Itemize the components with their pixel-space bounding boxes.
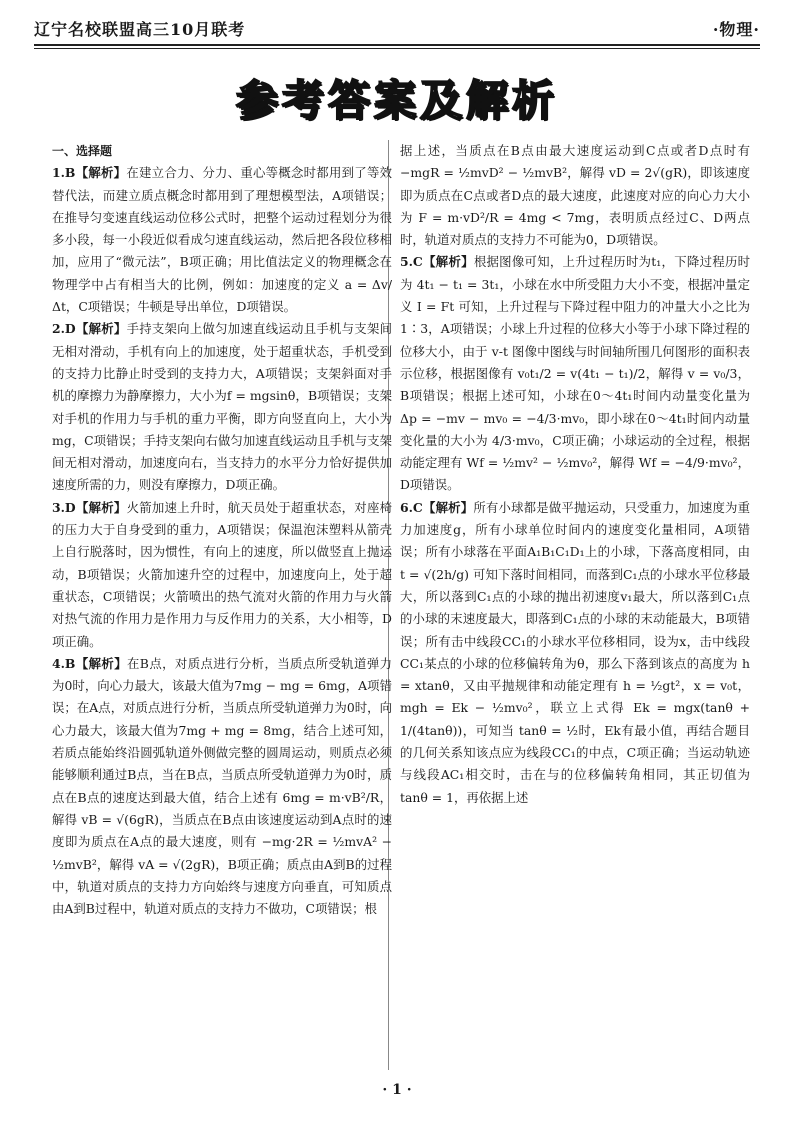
running-header (34, 14, 760, 42)
answer-item-4-continued (400, 140, 750, 251)
item-text: 火箭加速上升时，航天员处于超重状态，对座椅的压力大于自身受到的重力，A项错误；保温泡沫塑料从箭壳上自行脱落时，因为惯性，有向上的速度，所以做竖直上抛运动，B项错误；火箭加速升空的过程中，加速度向上，处于超重状态，C项错误；火箭喷出的热气流对火箭的作用力与火箭对热气流的作用力是作用力与反作用力的关系，大小相等，D项正确。 (52, 499, 393, 649)
analysis-tag: 【解析】 (75, 655, 128, 671)
item-number: 2.D (52, 321, 76, 337)
item-text: 手持支架向上做匀加速直线运动且手机与支架间无相对滑动，手机有向上的加速度，处于超重状态，手机受到的支持力比静止时受到的支持力大，A项错误；支架斜面对手机的摩擦力为静摩擦力，大小为f = mgsinθ，B项错误；支架对手机的作用力与手机的重力平衡，即方向竖直向上，大小为mg，C项错误；手持支架向右做匀加速直线运动且手机与支架间无相对滑动，加速度向右，当支持力的水平分力恰好提供加速度所需的力，则没有摩擦力，D项正确。 (52, 321, 393, 493)
answer-item-3 (52, 497, 392, 653)
item-text: 所有小球都是做平抛运动，只受重力，加速度为重力加速度g，所有小球单位时间内的速度变化量相同，A项错误；所有小球落在平面A₁B₁C₁D₁上的小球，下落高度相同，由 t = √(2h/g) 可知下落时间相同，而落到C₁点的小球水平位移最大，所以落到C₁点的小球的抛出初速度v₁最大，所以落到C₁点的小球的末速度最大，即落到C₁点的小球的末动能最大，B项错误；所有击中线段CC₁的小球水平位移相同，设为x，击中线段CC₁某点的小球的位移偏转角为θ，那么下落到该点的高度为 h = xtanθ，又由平抛规律和动能定理有 h = ½gt²，x = v₀t，mgh = Ek − ½mv₀²，联立上式得 Ek = mgx(tanθ + 1/(4tanθ))，可知当 tanθ = ½时，Ek有最小值，再结合题目的几何关系知该点应为线段CC₁的中点，C项正确；当运动轨迹与线段AC₁相交时，击在与的位移偏转角相同，其正切值为 tanθ = 1，再依据上述 (400, 499, 751, 805)
item-number: 4.B (52, 655, 76, 671)
item-number: 1.B (52, 165, 76, 181)
page-number: · 1 · (382, 1082, 412, 1098)
header-exam-name: 辽宁名校联盟高三10月联考 (34, 19, 246, 39)
header-rule-thin (34, 48, 760, 49)
header-subject: ·物理· (712, 19, 760, 39)
item-text: 在建立合力、分力、重心等概念时都用到了等效替代法，而建立质点概念时都用到了理想模型法，A项错误；在推导匀变速直线运动位移公式时，把整个运动过程划分为很多小段，每一小段近似看成匀速直线运动，然后把各段位移相加，应用了“微元法”，B项正确；用比值法定义的物理概念在物理学中占有相当大的比例，例如：加速度的定义 a = Δv/Δt，C项错误；牛顿是导出单位，D项错误。 (52, 165, 393, 315)
analysis-tag: 【解析】 (75, 499, 127, 515)
item-text: 根据图像可知，上升过程历时为t₁，下降过程历时为 4t₁ − t₁ = 3t₁，小球在水中所受阻力大小不变，根据冲量定义 I = Ft 可知，上升过程与下降过程中阻力的冲量大小之比为1∶3，A项错误；小球上升过程的位移大小等于小球下降过程的位移大小，由于 v-t 图像中图线与时间轴所围几何图形的面积表示位移，根据图像有 v₀t₁/2 = v(4t₁ − t₁)/2，解得 v = v₀/3，B项错误；根据上述可知，小球在0～4t₁时间内动量变化量为 Δp = −mv − mv₀ = −4/3·mv₀，即小球在0～4t₁时间内动量变化量的大小为 4/3·mv₀，C项正确；小球运动的全过程，根据动能定理有 Wf = ½mv² − ½mv₀²，解得 Wf = −4/9·mv₀²，D项错误。 (400, 254, 751, 493)
left-column (52, 140, 392, 920)
item-number: 6.C (400, 499, 423, 515)
item-number: 3.D (52, 499, 76, 515)
answer-item-6 (400, 497, 750, 809)
analysis-tag: 【解析】 (75, 165, 127, 181)
item-text: 在B点，对质点进行分析，当质点所受轨道弹力为0时，向心力最大，该最大值为7mg − mg = 6mg，A项错误；在A点，对质点进行分析，当质点所受轨道弹力为0时，向心力最大，该最大值为7mg + mg = 8mg，结合上述可知，若质点能始终沿圆弧轨道外侧做完整的圆周运动，则质点必须能够顺利通过B点，当在B点，当质点所受轨道弹力为0时，质点在B点的速度达到最大值，结合上述有 6mg = m·vB²/R，解得 vB = √(6gR)，当质点在B点由该速度运动到A点时的速度即为质点在A点的最大速度，则有 −mg·2R = ½mvA² − ½mvB²，解得 vA = √(2gR)，B项正确；质点由A到B的过程中，轨道对质点的支持力方向始终与速度方向垂直，可知质点由A到B过程中，轨道对质点的支持力不做功，C项错误；根 (52, 655, 393, 917)
header-rule (34, 44, 760, 46)
answer-item-5 (400, 251, 750, 496)
page-title-text: 参考答案及解析 (235, 76, 558, 125)
item-text: 据上述，当质点在B点由最大速度运动到C点或者D点时有 −mgR = ½mvD² − ½mvB²，解得 vD = 2√(gR)，即该速度即为质点在C点或者D点的最大速度，此速度对应的向心力大小为 F = m·vD²/R = 4mg < 7mg，表明质点经过C、D两点时，轨道对质点的支持力不可能为0，D项错误。 (400, 143, 750, 248)
page-title (0, 68, 794, 128)
right-column (400, 140, 750, 809)
analysis-tag: 【解析】 (422, 254, 474, 270)
analysis-tag: 【解析】 (75, 321, 127, 337)
item-number: 5.C (400, 254, 423, 270)
answer-item-2 (52, 318, 392, 496)
section-heading: 一、选择题 (52, 144, 113, 158)
analysis-tag: 【解析】 (422, 499, 474, 515)
answer-item-1 (52, 162, 392, 318)
answer-item-4 (52, 653, 392, 921)
